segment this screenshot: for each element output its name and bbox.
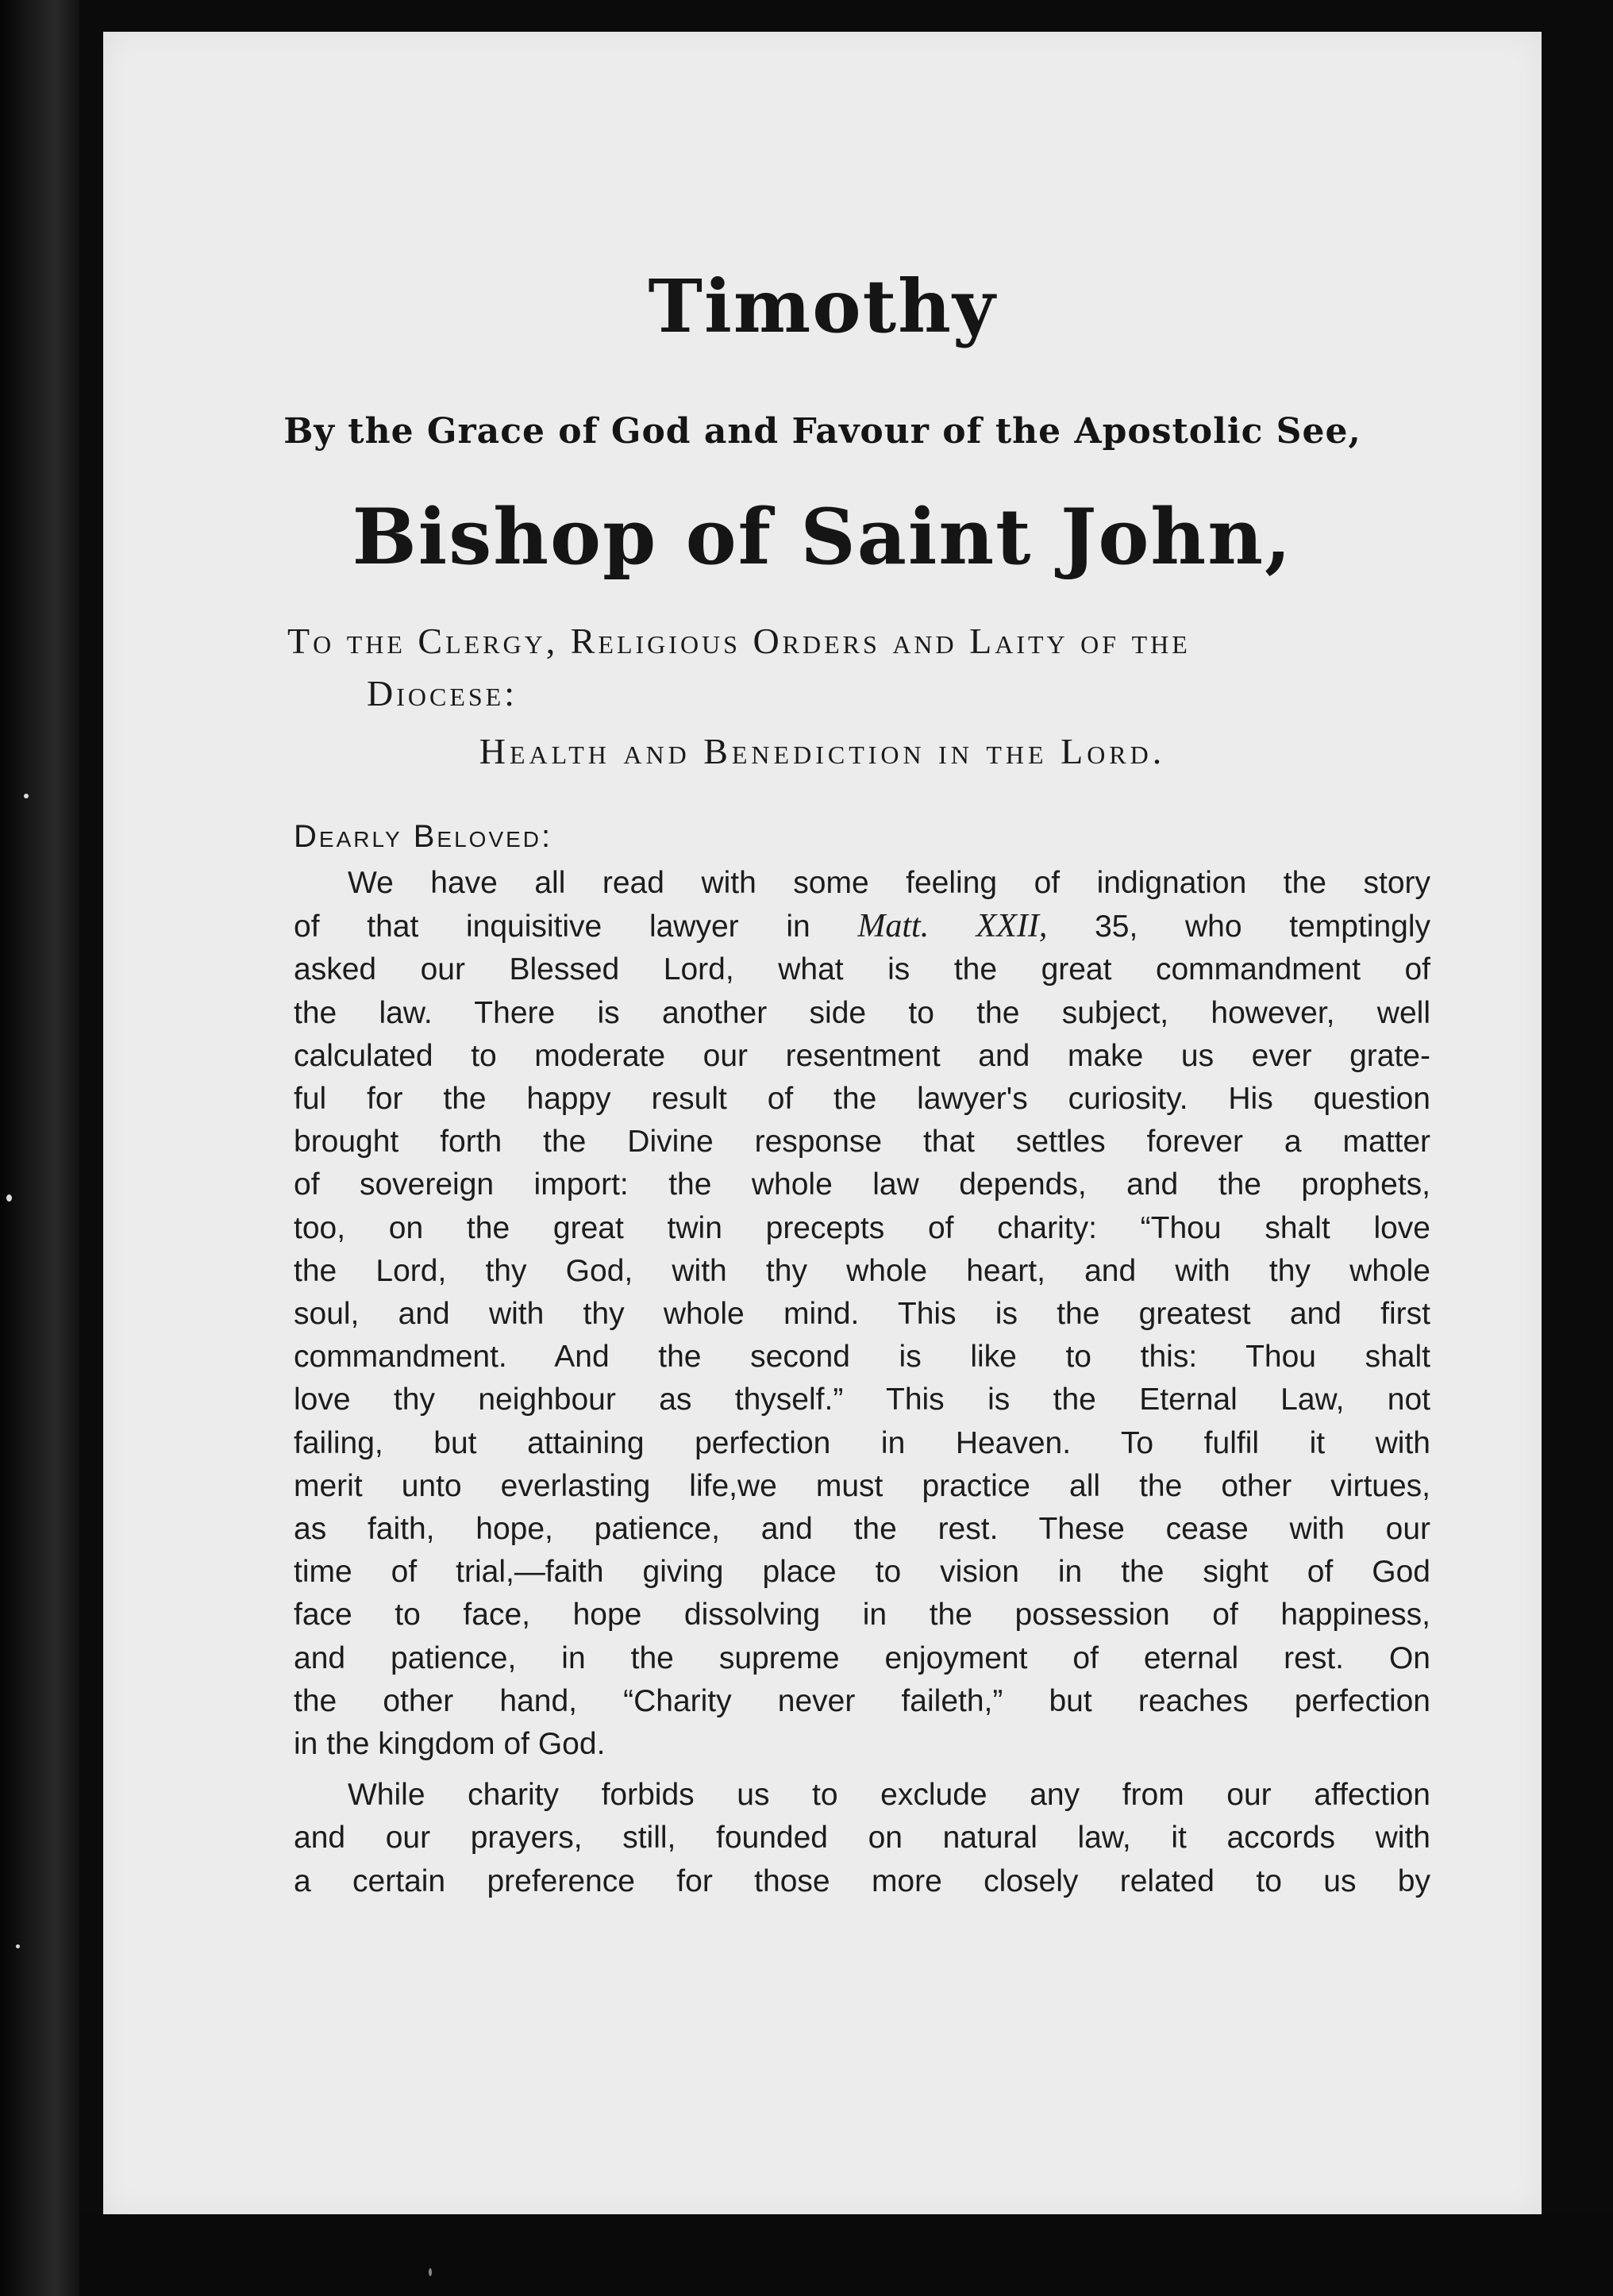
body-line: the other hand, “Charity never faileth,” but reaches perfection — [294, 1683, 1430, 1718]
address-line-1: To the Clergy, Religious Orders and Laity of the — [287, 621, 1191, 661]
body-line: of sovereign import: the whole law depends, and the prophets, — [294, 1167, 1430, 1202]
letter-body — [294, 862, 1430, 1903]
body-line: ful for the happy result of the lawyer's curiosity. His question — [294, 1082, 1430, 1117]
grace-line: By the Grace of God and Favour of the Apostolic See, — [283, 411, 1361, 452]
body-line: and patience, in the supreme enjoyment of eternal rest. On — [294, 1640, 1430, 1675]
body-line: commandment. And the second is like to this: Thou shalt — [294, 1340, 1430, 1375]
body-line: the Lord, thy God, with thy whole heart, and with thy whole — [294, 1253, 1430, 1288]
body-line: face to face, hope dissolving in the possession of happiness, — [294, 1598, 1430, 1633]
body-line: soul, and with thy whole mind. This is the greatest and first — [294, 1297, 1430, 1332]
address-line-2: Diocese: — [367, 673, 518, 713]
body-line-text: 35, who temptingly — [1047, 910, 1431, 944]
scan-artifact — [429, 2268, 432, 2276]
body-line — [294, 905, 1430, 948]
body-line: We have all read with some feeling of indignation the story — [348, 866, 1430, 900]
body-line: time of trial,—faith giving place to vision in the sight of God — [294, 1555, 1430, 1590]
bishop-title-heading: Bishop of Saint John, — [352, 492, 1293, 582]
body-line: a certain preference for those more closely related to us by — [294, 1863, 1430, 1898]
book-binding-edge — [0, 0, 79, 2296]
bishop-name-heading: Timothy — [648, 263, 997, 349]
salutation: Dearly Beloved: — [294, 819, 553, 854]
body-line: in the kingdom of God. — [294, 1727, 606, 1762]
document-page — [103, 32, 1542, 2214]
body-line: merit unto everlasting life,we must practice all the other virtues, — [294, 1468, 1430, 1503]
body-line: asked our Blessed Lord, what is the great commandment of — [294, 952, 1430, 987]
benediction-greeting: Health and Benediction in the Lord. — [479, 731, 1166, 771]
body-line: as faith, hope, patience, and the rest. These cease with our — [294, 1512, 1430, 1547]
body-line: and our prayers, still, founded on natural law, it accords with — [294, 1821, 1430, 1856]
body-line: love thy neighbour as thyself.” This is the Eternal Law, not — [294, 1383, 1430, 1417]
body-line: While charity forbids us to exclude any from our affection — [348, 1778, 1430, 1813]
body-line: the law. There is another side to the subject, however, well — [294, 995, 1430, 1030]
body-line: too, on the great twin precepts of charity: “Thou shalt love — [294, 1210, 1430, 1245]
scan-artifact — [24, 794, 29, 798]
body-line-text: of that inquisitive lawyer in — [294, 910, 858, 944]
body-line: brought forth the Divine response that settles forever a matter — [294, 1125, 1430, 1160]
paragraph-gap — [294, 1766, 1430, 1774]
address-block — [287, 615, 1430, 720]
scripture-citation: Matt. XXII, — [857, 908, 1048, 945]
scan-artifact — [16, 1944, 20, 1948]
body-line: calculated to moderate our resentment and make us ever grate- — [294, 1038, 1430, 1073]
body-line: failing, but attaining perfection in Heaven. To fulfil it with — [294, 1425, 1430, 1460]
scan-artifact — [6, 1194, 12, 1202]
scan-bottom-margin — [79, 2214, 1613, 2296]
